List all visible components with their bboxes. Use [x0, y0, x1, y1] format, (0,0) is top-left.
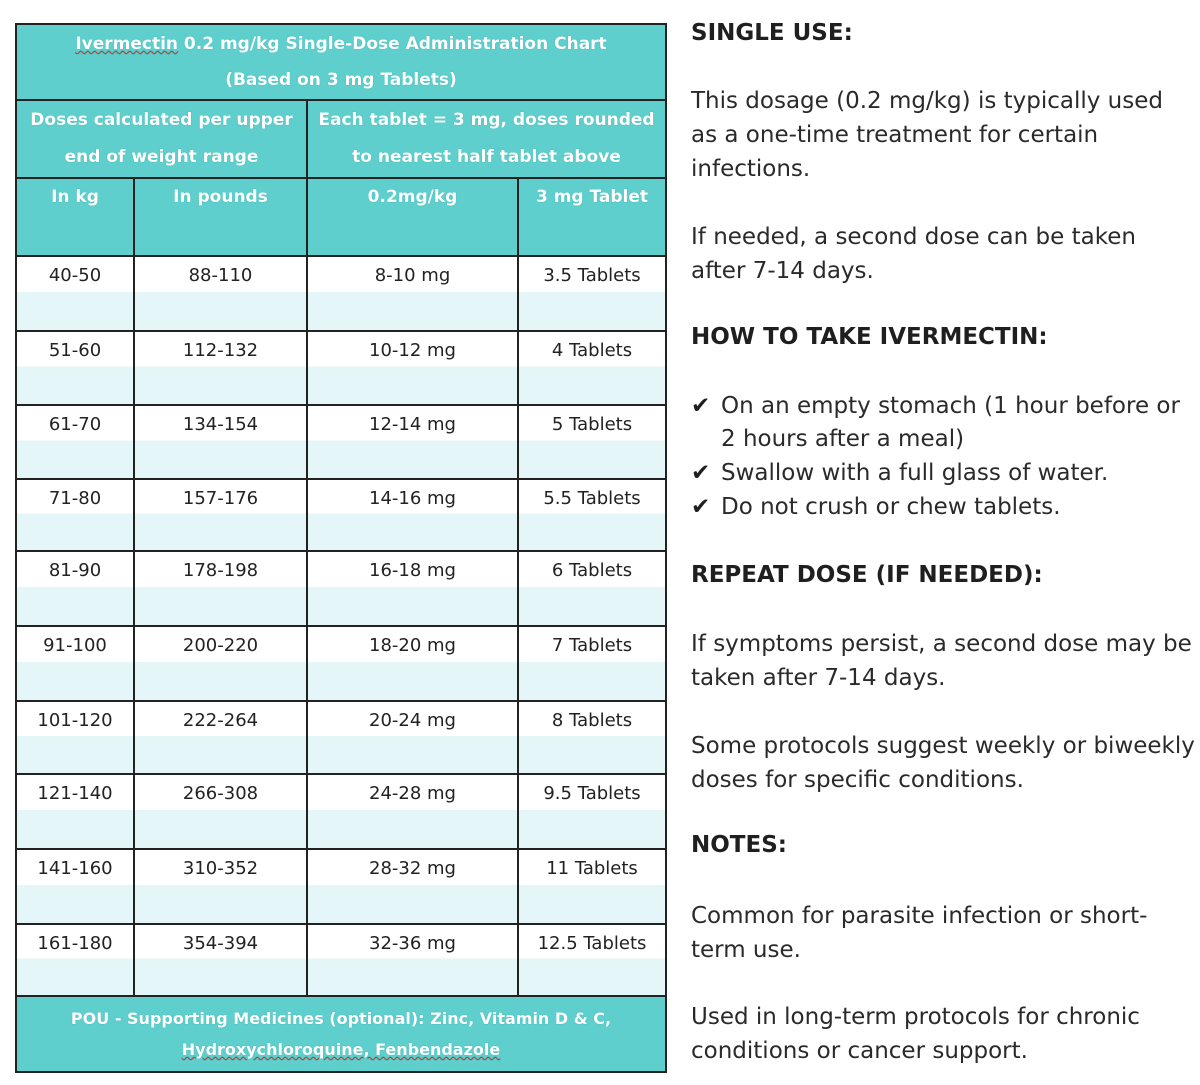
cell-kg: 121-140	[16, 774, 134, 849]
repeat-paragraph-1: If symptoms persist, a second dose may be taken after 7-14 days.	[691, 631, 1192, 691]
cell-kg: 81-90	[16, 551, 134, 626]
footer-line1: POU - Supporting Medicines (optional): Zinc, Vitamin D & C,	[70, 1009, 612, 1028]
cell-pounds: 157-176	[134, 479, 307, 551]
table-row	[16, 331, 666, 405]
cell-dose: 18-20 mg	[307, 626, 518, 701]
notes-paragraph-2: Used in long-term protocols for chronic conditions or cancer support.	[691, 1004, 1140, 1064]
table-row	[16, 626, 666, 701]
title-line2: (Based on 3 mg Tablets)	[225, 70, 457, 90]
how-to-item	[691, 491, 1200, 524]
group-left-line1: Doses calculated per upper	[30, 110, 293, 130]
cell-kg: 51-60	[16, 331, 134, 405]
table-row	[16, 551, 666, 626]
table-row	[16, 774, 666, 849]
column-header-pounds: In pounds	[134, 178, 307, 256]
cell-pounds: 88-110	[134, 256, 307, 331]
footer-line2: Hydroxychloroquine, Fenbendazole	[181, 1040, 501, 1059]
cell-dose: 28-32 mg	[307, 849, 518, 924]
cell-dose: 8-10 mg	[307, 256, 518, 331]
cell-kg: 161-180	[16, 924, 134, 996]
table-row	[16, 479, 666, 551]
table-row	[16, 701, 666, 774]
cell-kg: 40-50	[16, 256, 134, 331]
cell-tablets: 8 Tablets	[518, 701, 666, 774]
cell-pounds: 112-132	[134, 331, 307, 405]
cell-dose: 10-12 mg	[307, 331, 518, 405]
cell-pounds: 354-394	[134, 924, 307, 996]
cell-dose: 16-18 mg	[307, 551, 518, 626]
notes-heading: NOTES:	[691, 832, 787, 858]
table-row	[16, 849, 666, 924]
group-right-line1: Each tablet = 3 mg, doses rounded	[318, 110, 655, 130]
cell-tablets: 4 Tablets	[518, 331, 666, 405]
group-left-line2: end of weight range	[64, 147, 259, 167]
table-footer	[16, 996, 666, 1072]
cell-kg: 91-100	[16, 626, 134, 701]
cell-pounds: 200-220	[134, 626, 307, 701]
cell-dose: 20-24 mg	[307, 701, 518, 774]
cell-pounds: 310-352	[134, 849, 307, 924]
cell-pounds: 134-154	[134, 405, 307, 479]
how-to-item	[691, 390, 1200, 456]
cell-kg: 101-120	[16, 701, 134, 774]
table-row	[16, 924, 666, 996]
group-header-right	[307, 100, 666, 178]
cell-tablets: 5 Tablets	[518, 405, 666, 479]
how-to-item	[691, 457, 1200, 490]
cell-tablets: 7 Tablets	[518, 626, 666, 701]
cell-kg: 71-80	[16, 479, 134, 551]
single-use-paragraph-2: If needed, a second dose can be taken after 7-14 days.	[691, 224, 1136, 284]
column-header-kg: In kg	[16, 178, 134, 256]
title-line1-rest: 0.2 mg/kg Single-Dose Administration Chart	[178, 34, 607, 54]
how-to-item-text: Swallow with a full glass of water.	[721, 460, 1109, 486]
checkmark-icon: ✔	[691, 460, 711, 486]
cell-dose: 24-28 mg	[307, 774, 518, 849]
dose-chart-table	[15, 23, 667, 1073]
cell-tablets: 3.5 Tablets	[518, 256, 666, 331]
cell-tablets: 5.5 Tablets	[518, 479, 666, 551]
table-row	[16, 405, 666, 479]
cell-kg: 61-70	[16, 405, 134, 479]
column-header-dose: 0.2mg/kg	[307, 178, 518, 256]
repeat-dose-heading: REPEAT DOSE (IF NEEDED):	[691, 562, 1043, 588]
table-title	[16, 24, 666, 100]
cell-pounds: 178-198	[134, 551, 307, 626]
cell-dose: 14-16 mg	[307, 479, 518, 551]
cell-kg: 141-160	[16, 849, 134, 924]
cell-tablets: 9.5 Tablets	[518, 774, 666, 849]
group-header-left	[16, 100, 307, 178]
notes-paragraph-1: Common for parasite infection or short-term use.	[691, 903, 1148, 963]
cell-pounds: 266-308	[134, 774, 307, 849]
cell-tablets: 11 Tablets	[518, 849, 666, 924]
how-to-heading: HOW TO TAKE IVERMECTIN:	[691, 324, 1048, 350]
cell-dose: 32-36 mg	[307, 924, 518, 996]
group-right-line2: to nearest half tablet above	[352, 147, 621, 167]
how-to-item-text: On an empty stomach (1 hour before or 2 hours after a meal)	[721, 393, 1180, 452]
title-underlined-word: Ivermectin	[75, 34, 179, 54]
repeat-paragraph-2: Some protocols suggest weekly or biweekly doses for specific conditions.	[691, 733, 1195, 793]
column-header-tablets: 3 mg Tablet	[518, 178, 666, 256]
how-to-item-text: Do not crush or chew tablets.	[721, 494, 1061, 520]
cell-dose: 12-14 mg	[307, 405, 518, 479]
checkmark-icon: ✔	[691, 494, 711, 520]
table-row	[16, 256, 666, 331]
single-use-paragraph-1: This dosage (0.2 mg/kg) is typically used as a one-time treatment for certain infections.	[691, 88, 1163, 182]
cell-tablets: 6 Tablets	[518, 551, 666, 626]
cell-pounds: 222-264	[134, 701, 307, 774]
cell-tablets: 12.5 Tablets	[518, 924, 666, 996]
checkmark-icon: ✔	[691, 393, 711, 419]
single-use-heading: SINGLE USE:	[691, 20, 853, 46]
